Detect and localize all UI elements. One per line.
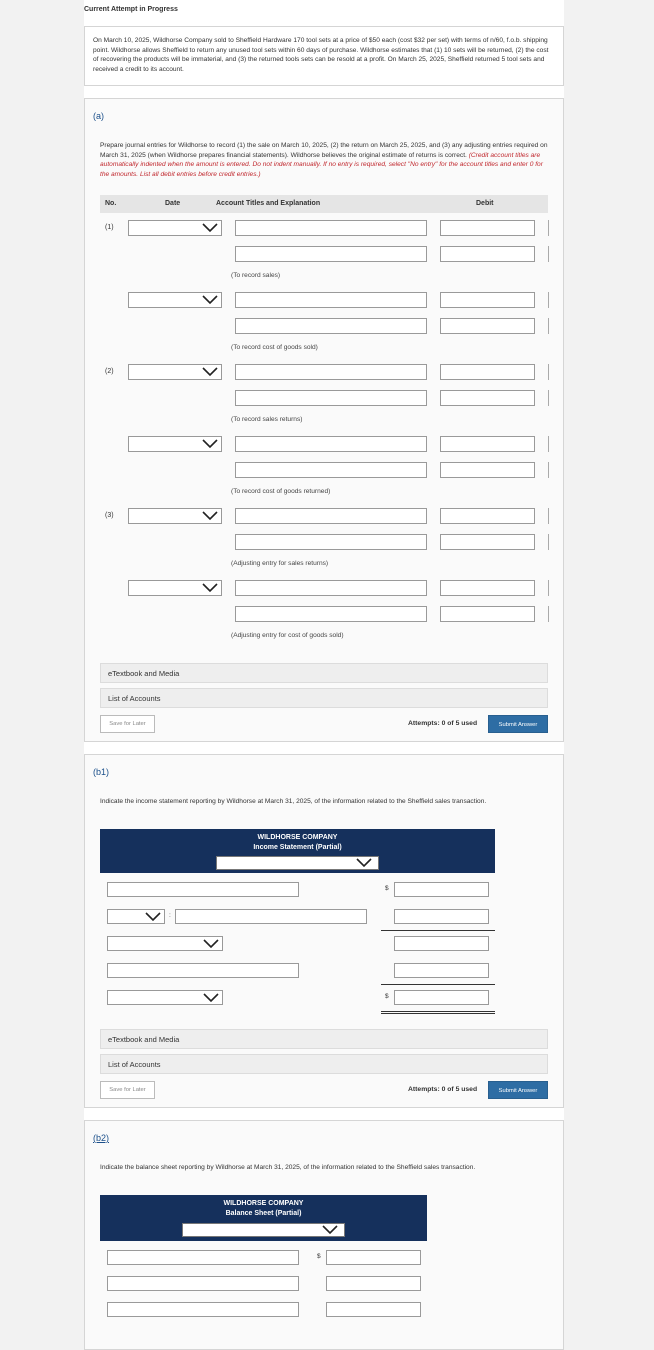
income-line-2-label[interactable] [175, 909, 367, 924]
income-dollar-2: $ [385, 993, 389, 1000]
balance-line-3-amount[interactable] [326, 1302, 421, 1317]
debit-input-6-2[interactable] [440, 606, 535, 622]
entry-desc-3: (To record sales returns) [231, 416, 303, 423]
entry-date-select-1[interactable] [128, 220, 222, 236]
account-title-input-4-1[interactable] [235, 436, 427, 452]
part-b1-instruction: Indicate the income statement reporting by Wildhorse at March 31, 2025, of the information related to the Sheffield sales transaction. [100, 798, 487, 805]
entry-desc-5: (Adjusting entry for sales returns) [231, 560, 329, 567]
account-title-input-5-1[interactable] [235, 508, 427, 524]
attempts-b1: Attempts: 0 of 5 used [408, 1086, 478, 1093]
entry-date-select-4[interactable] [128, 436, 222, 452]
credit-column-edge [548, 364, 549, 380]
account-title-input-6-1[interactable] [235, 580, 427, 596]
credit-column-edge [548, 390, 549, 406]
chevron-down-icon [356, 858, 372, 868]
journal-header [100, 195, 548, 213]
account-title-input-4-2[interactable] [235, 462, 427, 478]
chevron-down-icon [202, 223, 218, 233]
debit-input-4-2[interactable] [440, 462, 535, 478]
income-line-4-label[interactable] [107, 963, 299, 978]
account-title-input-2-1[interactable] [235, 292, 427, 308]
income-line-5-amount[interactable] [394, 990, 489, 1005]
entry-no-1: (1) [105, 224, 114, 231]
part-b2-panel [84, 1120, 564, 1350]
balance-date-select[interactable] [182, 1223, 345, 1237]
part-b1-panel [84, 754, 564, 1108]
balance-line-3-label[interactable] [107, 1302, 299, 1317]
part-b2-label[interactable]: (b2) [93, 1133, 110, 1143]
chevron-down-icon [202, 583, 218, 593]
etextbook-media-b1[interactable]: eTextbook and Media [100, 1029, 548, 1049]
part-a-instruction-note: (Credit account titles are automatically indented when the amount is entered. Do not indent manually. If no entry is required, select "No entry" for the account titles and enter 0 for the amounts. List all debit entries before credit entries.) [100, 151, 543, 178]
income-line-2-amount[interactable] [394, 909, 489, 924]
credit-column-edge [548, 220, 549, 236]
credit-column-edge [548, 318, 549, 334]
debit-input-5-2[interactable] [440, 534, 535, 550]
save-for-later-button-a[interactable]: Save for Later [100, 715, 155, 733]
attempt-status: Current Attempt in Progress [84, 6, 178, 13]
income-dollar-1: $ [385, 885, 389, 892]
chevron-down-icon [145, 912, 161, 922]
account-title-input-2-2[interactable] [235, 318, 427, 334]
income-line-3-select[interactable] [107, 936, 223, 951]
balance-line-1-amount[interactable] [326, 1250, 421, 1265]
double-underline-top [381, 1011, 495, 1012]
balance-company-name: WILDHORSE COMPANY [223, 1200, 304, 1207]
chevron-down-icon [202, 367, 218, 377]
income-line-4-amount[interactable] [394, 963, 489, 978]
chevron-down-icon [202, 439, 218, 449]
chevron-down-icon [322, 1225, 338, 1235]
credit-column-edge [548, 292, 549, 308]
entry-date-select-5[interactable] [128, 508, 222, 524]
entry-desc-2: (To record cost of goods sold) [231, 344, 318, 351]
entry-date-select-6[interactable] [128, 580, 222, 596]
income-line-3-amount[interactable] [394, 936, 489, 951]
part-a-panel [84, 98, 564, 742]
entry-desc-1: (To record sales) [231, 272, 281, 279]
credit-column-edge [548, 534, 549, 550]
balance-line-1-label[interactable] [107, 1250, 299, 1265]
debit-input-2-2[interactable] [440, 318, 535, 334]
income-line-1-amount[interactable] [394, 882, 489, 897]
debit-input-5-1[interactable] [440, 508, 535, 524]
list-of-accounts-a[interactable]: List of Accounts [100, 688, 548, 708]
income-line-5-select[interactable] [107, 990, 223, 1005]
list-of-accounts-b1[interactable]: List of Accounts [100, 1054, 548, 1074]
colon-separator: : [169, 912, 171, 919]
submit-answer-button-b1[interactable]: Submit Answer [488, 1081, 548, 1099]
part-b1-label: (b1) [93, 767, 110, 777]
entry-date-select-2[interactable] [128, 292, 222, 308]
col-account: Account Titles and Explanation [216, 200, 321, 207]
part-a-instruction-text: Prepare journal entries for Wildhorse to record (1) the sale on March 10, 2025, (2) the return on March 25, 2025, and (3) any adjusting entries required on March 31, 2025 (when Wildhorse prepares financial statements). Wildhorse believes the original estimate of returns is correct. [100, 142, 548, 159]
save-for-later-button-b1[interactable]: Save for Later [100, 1081, 155, 1099]
debit-input-6-1[interactable] [440, 580, 535, 596]
income-less-select[interactable] [107, 909, 165, 924]
problem-statement: On March 10, 2025, Wildhorse Company sold to Sheffield Hardware 170 tool sets at a price of $50 each (cost $32 per set) with terms of n/60, f.o.b. shipping point. Wildhorse allows Sheffield to return any unused tool sets within 60 days of purchase. Wildhorse estimates that (1) 10 sets will be returned, (2) the cost of recovering the products will be immaterial, and (3) the returned tools sets can be resold at a profit. On March 25, 2025, Sheffield returned 5 tool sets and received a credit to its account. [84, 26, 564, 86]
account-title-input-6-2[interactable] [235, 606, 427, 622]
col-date: Date [165, 200, 181, 207]
entry-no-3: (3) [105, 512, 114, 519]
credit-column-edge [548, 606, 549, 622]
underline-1 [381, 930, 495, 931]
entry-date-select-3[interactable] [128, 364, 222, 380]
credit-column-edge [548, 580, 549, 596]
entry-no-2: (2) [105, 368, 114, 375]
debit-input-3-2[interactable] [440, 390, 535, 406]
income-statement-title: Income Statement (Partial) [253, 844, 342, 851]
chevron-down-icon [203, 993, 219, 1003]
credit-column-edge [548, 246, 549, 262]
entry-desc-4: (To record cost of goods returned) [231, 488, 331, 495]
account-title-input-3-2[interactable] [235, 390, 427, 406]
chevron-down-icon [202, 511, 218, 521]
balance-line-2-amount[interactable] [326, 1276, 421, 1291]
account-title-input-3-1[interactable] [235, 364, 427, 380]
col-no: No. [105, 200, 117, 207]
etextbook-media-a[interactable]: eTextbook and Media [100, 663, 548, 683]
debit-input-4-1[interactable] [440, 436, 535, 452]
debit-input-2-1[interactable] [440, 292, 535, 308]
credit-column-edge [548, 436, 549, 452]
balance-line-2-label[interactable] [107, 1276, 299, 1291]
balance-sheet-title: Balance Sheet (Partial) [225, 1210, 302, 1217]
chevron-down-icon [202, 295, 218, 305]
chevron-down-icon [203, 939, 219, 949]
income-period-select[interactable] [216, 856, 379, 870]
credit-column-edge [548, 508, 549, 524]
account-title-input-1-2[interactable] [235, 246, 427, 262]
attempts-a: Attempts: 0 of 5 used [408, 720, 478, 727]
entry-desc-6: (Adjusting entry for cost of goods sold) [231, 632, 344, 639]
part-a-instruction [100, 141, 548, 179]
balance-dollar-1: $ [317, 1253, 321, 1260]
part-a-label: (a) [93, 111, 104, 121]
account-title-input-5-2[interactable] [235, 534, 427, 550]
debit-input-1-1[interactable] [440, 220, 535, 236]
account-title-input-1-1[interactable] [235, 220, 427, 236]
submit-answer-button-a[interactable]: Submit Answer [488, 715, 548, 733]
credit-column-edge [548, 462, 549, 478]
income-line-1-label[interactable] [107, 882, 299, 897]
debit-input-1-2[interactable] [440, 246, 535, 262]
col-debit: Debit [476, 200, 494, 207]
debit-input-3-1[interactable] [440, 364, 535, 380]
income-company-name: WILDHORSE COMPANY [257, 834, 338, 841]
underline-2 [381, 984, 495, 985]
double-underline-bottom [381, 1013, 495, 1014]
part-b2-instruction: Indicate the balance sheet reporting by Wildhorse at March 31, 2025, of the information related to the Sheffield sales transaction. [100, 1164, 476, 1171]
